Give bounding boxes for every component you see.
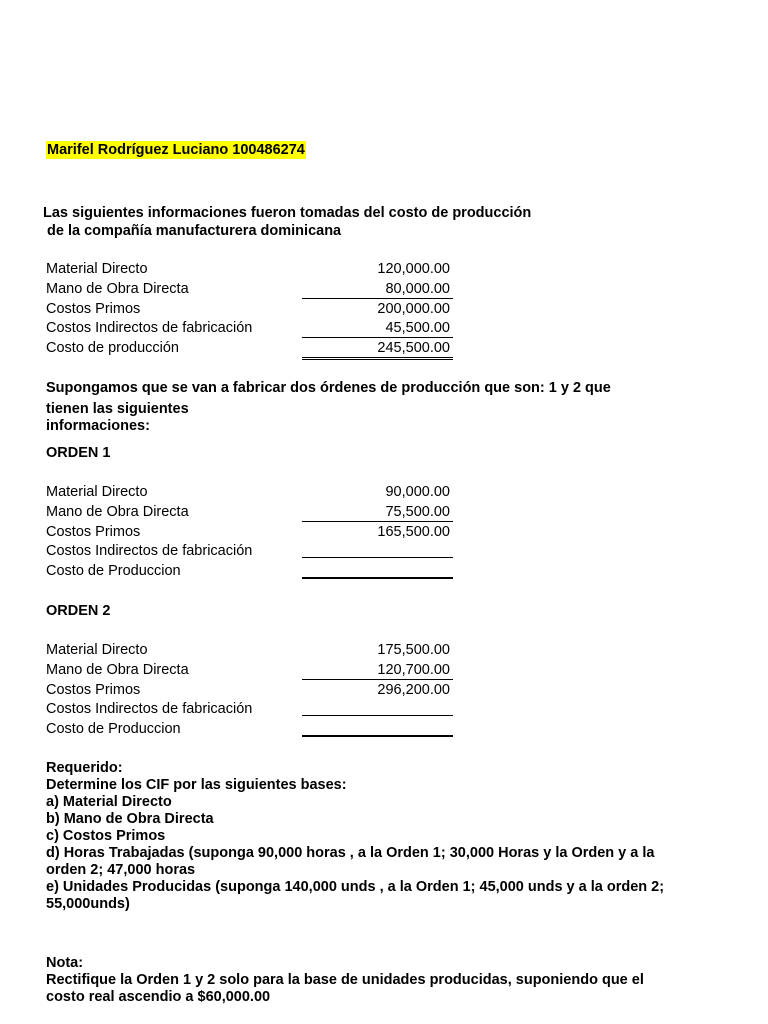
orders-intro-line-3: informaciones:: [46, 418, 150, 434]
summary-value: 80,000.00: [302, 280, 453, 299]
orders-intro-line-2: tienen las siguientes: [46, 401, 189, 417]
order1-label: Mano de Obra Directa: [46, 504, 189, 520]
note-line: Rectifique la Orden 1 y 2 solo para la base de unidades producidas, suponiendo que el: [46, 972, 644, 988]
order2-value: 175,500.00: [377, 642, 450, 658]
required-line: d) Horas Trabajadas (suponga 90,000 horas , a la Orden 1; 30,000 Horas y la Orden y a la: [46, 845, 655, 861]
required-line: Determine los CIF por las siguientes bases:: [46, 777, 347, 793]
required-heading: Requerido:: [46, 760, 123, 776]
summary-label: Costos Primos: [46, 301, 141, 317]
note-line: costo real ascendio a $60,000.00: [46, 989, 271, 1005]
order1-title: ORDEN 1: [46, 445, 111, 461]
order2-total-blank-line: [302, 735, 453, 737]
order1-label: Material Directo: [46, 484, 148, 500]
order2-label: Material Directo: [46, 642, 148, 658]
required-line: c) Costos Primos: [46, 828, 166, 844]
required-section: [46, 760, 664, 913]
order1-value: 165,500.00: [377, 524, 450, 540]
required-line: b) Mano de Obra Directa: [46, 811, 214, 827]
required-line: e) Unidades Producidas (suponga 140,000 unds , a la Orden 1; 45,000 unds y a la orden 2;: [46, 879, 665, 895]
intro-line-2: de la compañía manufacturera dominicana: [47, 223, 342, 239]
order1-cif-blank-line: [302, 557, 453, 558]
note-heading: Nota:: [46, 955, 84, 971]
order2-label: Costo de Produccion: [46, 721, 181, 737]
intro-line-1: Las siguientes informaciones fueron tomadas del costo de producción: [43, 205, 532, 221]
summary-total-value: 245,500.00: [302, 339, 453, 360]
author-name: Marifel Rodríguez Luciano 100486274: [47, 142, 305, 158]
required-line: 55,000unds): [46, 896, 130, 912]
order2-cif-blank-line: [302, 715, 453, 716]
orders-intro-line-1: Supongamos que se van a fabricar dos órdenes de producción que son: 1 y 2 que: [46, 380, 611, 396]
summary-label: Mano de Obra Directa: [46, 281, 189, 297]
order2-title: ORDEN 2: [46, 603, 111, 619]
summary-value: 45,500.00: [302, 319, 453, 338]
order1-value: 90,000.00: [385, 484, 450, 500]
order2-label: Costos Indirectos de fabricación: [46, 701, 253, 717]
summary-label: Costo de producción: [46, 340, 179, 356]
order1-label: Costo de Produccion: [46, 563, 181, 579]
summary-value: 200,000.00: [377, 301, 450, 317]
order2-value: 120,700.00: [302, 661, 453, 680]
order1-label: Costos Primos: [46, 524, 141, 540]
order2-value: 296,200.00: [377, 682, 450, 698]
order1-total-blank-line: [302, 577, 453, 579]
order2-label: Costos Primos: [46, 682, 141, 698]
order1-value: 75,500.00: [302, 503, 453, 522]
required-line: orden 2; 47,000 horas: [46, 862, 196, 878]
summary-label: Costos Indirectos de fabricación: [46, 320, 253, 336]
required-line: a) Material Directo: [46, 794, 172, 810]
order1-label: Costos Indirectos de fabricación: [46, 543, 253, 559]
summary-value: 120,000.00: [377, 261, 450, 277]
note-section: [46, 955, 644, 1006]
summary-label: Material Directo: [46, 261, 148, 277]
order2-label: Mano de Obra Directa: [46, 662, 189, 678]
